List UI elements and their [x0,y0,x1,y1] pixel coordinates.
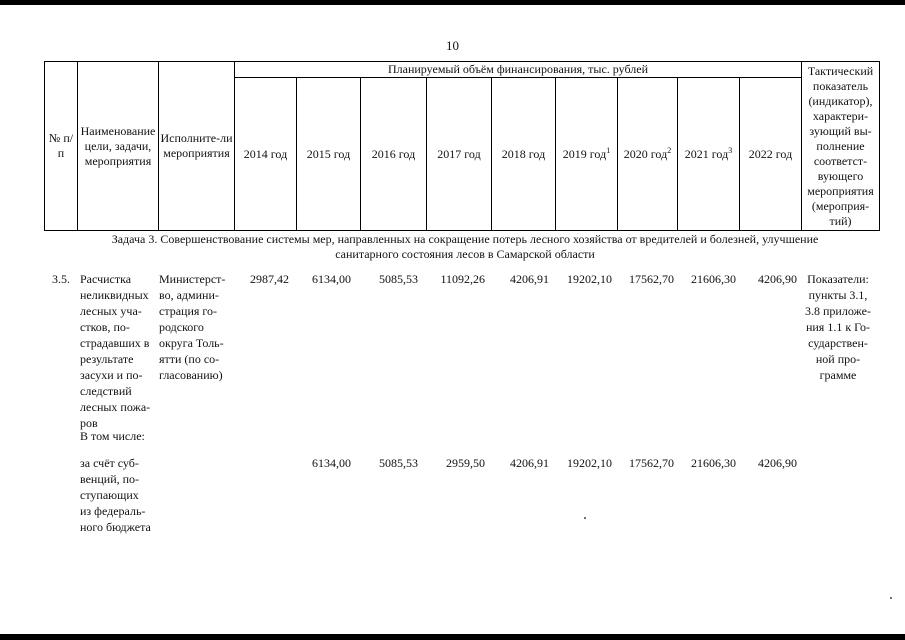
funding-table-header [44,61,880,231]
value-2016: 5085,53 [379,272,418,286]
federal-value-2017: 2959,50 [446,456,485,470]
federal-value-2016: 5085,53 [379,456,418,470]
federal-value-2015: 6134,00 [312,456,351,470]
value-2014: 2987,42 [250,272,289,286]
header-year-2019: 2019 год$^1$ [556,78,618,231]
header-name: Наименование цели, задачи, мероприятия [78,62,159,231]
header-num: № п/п [45,62,78,231]
header-year-2018: 2018 год [492,78,556,231]
header-year-2015: 2015 год [297,78,361,231]
page-number: 10 [446,38,459,53]
federal-value-2020: 17562,70 [629,456,674,470]
federal-value-2018: 4206,91 [510,456,549,470]
footnote-mark: 1 [606,145,611,155]
scan-speck [890,597,892,599]
header-year-2014: 2014 год [235,78,297,231]
value-2019: 19202,10 [567,272,612,286]
federal-value-2021: 21606,30 [691,456,736,470]
header-year-2017: 2017 год [427,78,492,231]
value-2018: 4206,91 [510,272,549,286]
header-year-2020: 2020 год$^2$ [618,78,678,231]
value-2022: 4206,90 [758,272,797,286]
federal-value-2022: 4206,90 [758,456,797,470]
header-funding: Планируемый объём финансирования, тыс. рублей [235,62,802,78]
value-2021: 21606,30 [691,272,736,286]
federal-value-2019: 19202,10 [567,456,612,470]
value-2017: 11092,26 [440,272,485,286]
row-name: Расчистка неликвидных лесных уча- стков, по- страдавших в результате засухи и по- следствий лесных пожа- ров [80,272,151,430]
task-title: Задача 3. Совершенствование системы мер, направленных на сокращение потерь лесного хозяйства от вредителей и болезней, улучшение санитарного состояния лесов в Самарской области [111,232,819,261]
scan-speck [584,517,586,519]
header-executors: Исполните-ли мероприятия [159,62,235,231]
header-year-2022: 2022 год [740,78,802,231]
bottom-border-bar [0,634,905,640]
top-border-bar [0,0,905,5]
federal-row-name: за счёт суб- венций, по- ступающих из федераль- ного бюджета [80,456,151,534]
row-number: 3.5. [52,272,70,286]
including-label: В том числе: [80,429,145,443]
value-2015: 6134,00 [312,272,351,286]
header-indicator: Тактический показатель (индикатор), характери-зующий вы-полнение соответст-вующего мероприятия (мероприя-тий) [802,62,880,231]
footnote-mark: 2 [667,145,672,155]
header-year-2016: 2016 год [361,78,427,231]
footnote-mark: 3 [728,145,733,155]
value-2020: 17562,70 [629,272,674,286]
header-year-2021: 2021 год$^3$ [678,78,740,231]
row-indicator: Показатели: пункты 3.1, 3.8 приложе- ния 1.1 к Го- сударствен- ной про- грамме [805,272,871,382]
row-executors: Министерст- во, админи- страция го- родского округа Толь- ятти (по со- гласованию) [159,272,226,382]
